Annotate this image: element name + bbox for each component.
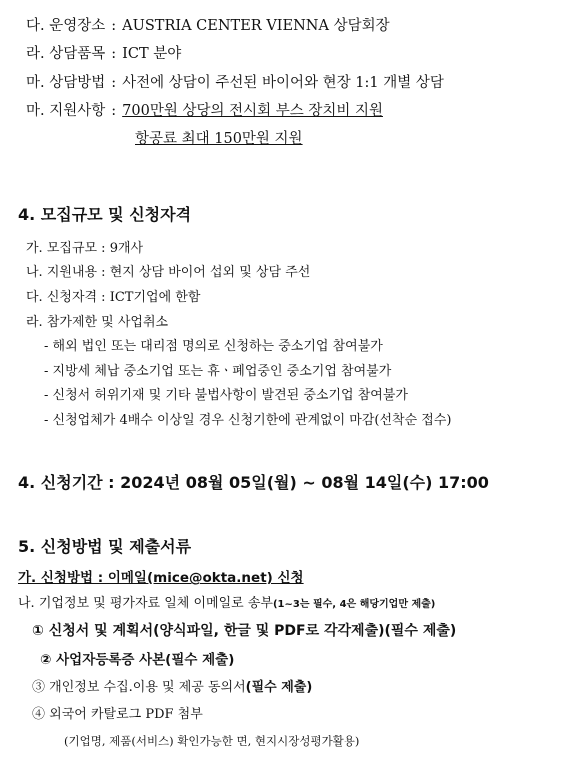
doc-item-2 [40, 648, 234, 668]
doc-required: (필수 제출) [245, 680, 313, 695]
catalog-note: (기업명, 제품(서비스) 확인가능한 면, 현지시장성평가활용) [64, 734, 360, 748]
doc-number: ④ [32, 707, 46, 722]
method-sep: : [111, 75, 117, 91]
send-line [18, 592, 435, 611]
items-sep: : [111, 46, 117, 62]
method-label: 마. 상담방법 [26, 75, 106, 91]
support-value: 700만원 상당의 전시회 부스 장치비 지원 [122, 103, 383, 119]
support-sep: : [111, 103, 117, 119]
doc-text: 개인정보 수집.이용 및 제공 동의서 [49, 680, 246, 695]
qualification-line: 다. 신청자격 : ICT기업에 한함 [26, 290, 201, 305]
scale-line: 가. 모집규모 : 9개사 [26, 241, 144, 256]
send-main: 나. 기업정보 및 평가자료 일체 이메일로 송부 [18, 596, 273, 611]
restriction-bullet: - 해외 법인 또는 대리점 명의로 신청하는 중소기업 참여불가 [44, 339, 383, 354]
restriction-bullet: - 지방세 체납 중소기업 또는 휴ㆍ폐업중인 중소기업 참여불가 [44, 364, 392, 379]
support-line [26, 99, 383, 120]
support-value-2: 항공료 최대 150만원 지원 [135, 131, 303, 147]
doc-text: 신청서 및 계획서(양식파일, 한글 및 PDF로 각각제출)(필수 제출) [48, 623, 457, 639]
doc-item-4 [32, 703, 203, 722]
doc-item-3 [32, 676, 312, 695]
restriction-line: 라. 참가제한 및 사업취소 [26, 315, 169, 330]
venue-line [26, 14, 390, 35]
doc-number: ① [32, 623, 44, 639]
items-value: ICT 분야 [122, 46, 182, 62]
section4-title: 4. 모집규모 및 신청자격 [18, 205, 192, 224]
method-value: 사전에 상담이 주선된 바이어와 현장 1:1 개별 상담 [122, 75, 444, 91]
restriction-bullet: - 신청서 허위기재 및 기타 불법사항이 발견된 중소기업 참여불가 [44, 388, 408, 403]
items-label: 라. 상담품목 [26, 46, 106, 62]
items-line [26, 42, 181, 63]
doc-number: ② [40, 652, 52, 668]
restriction-bullet: - 신청업체가 4배수 이상일 경우 신청기한에 관계없이 마감(선착순 접수) [44, 413, 452, 428]
support-label: 마. 지원사항 [26, 103, 106, 119]
venue-value: AUSTRIA CENTER VIENNA 상담회장 [122, 18, 390, 34]
doc-text: 사업자등록증 사본(필수 제출) [56, 652, 235, 668]
application-method-line: 가. 신청방법 : 이메일(mice@okta.net) 신청 [18, 570, 304, 586]
method-line [26, 71, 444, 92]
venue-label: 다. 운영장소 [26, 18, 106, 34]
section5-title: 5. 신청방법 및 제출서류 [18, 537, 192, 556]
content-line: 나. 지원내용 : 현지 상담 바이어 섭외 및 상담 주선 [26, 265, 311, 280]
venue-sep: : [111, 18, 117, 34]
doc-number: ③ [32, 680, 46, 695]
send-note: (1~3는 필수, 4은 해당기업만 제출) [272, 599, 436, 610]
doc-text: 외국어 카탈로그 PDF 첨부 [49, 707, 203, 722]
period-title: 4. 신청기간 : 2024년 08월 05일(월) ~ 08월 14일(수) 17:00 [18, 473, 489, 492]
doc-item-1 [32, 620, 456, 640]
